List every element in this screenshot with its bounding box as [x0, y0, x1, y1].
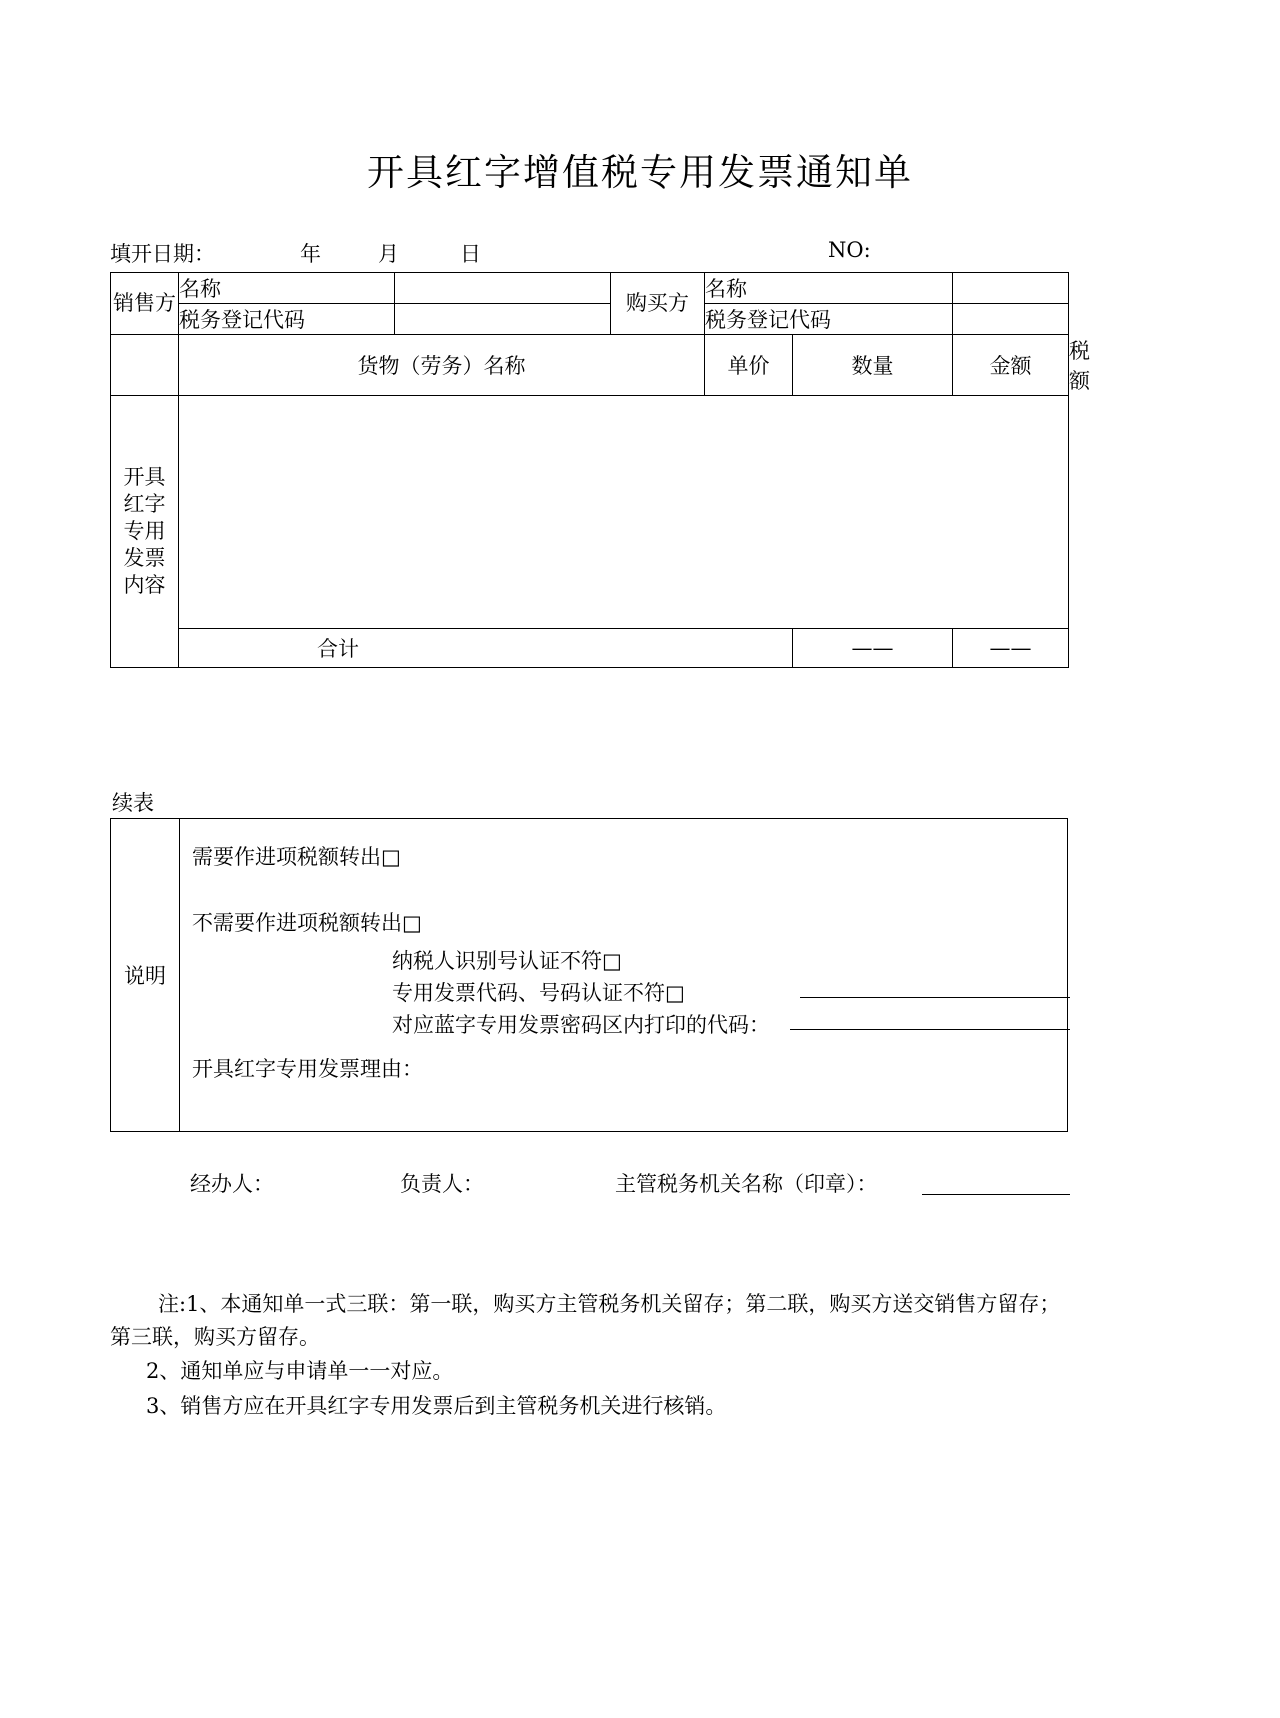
buyer-tax-code-value[interactable]	[953, 304, 1069, 335]
page-title: 开具红字增值税专用发票通知单	[367, 151, 913, 194]
table-row-party-name	[111, 273, 1069, 304]
total-label: 合计	[317, 637, 359, 661]
table-row-content	[111, 396, 1069, 629]
table-row-party-tax-code	[111, 304, 1069, 335]
invoice-items-area[interactable]	[179, 396, 1069, 629]
note-body	[180, 819, 1067, 1131]
seller-name-label: 名称	[179, 273, 395, 304]
note-label: 说明	[111, 819, 180, 1132]
seller-tax-code-label: 税务登记代码	[179, 304, 395, 335]
seller-label: 销售方	[111, 273, 179, 335]
buyer-name-label: 名称	[705, 273, 953, 304]
red-invoice-content-label-line-3: 专用	[123, 519, 166, 544]
buyer-name-value[interactable]	[953, 273, 1069, 304]
signature-line	[110, 1168, 1070, 1198]
note-body-cell	[180, 819, 1068, 1132]
table-row-column-headers: 货物（劳务）名称 单价 数量 金额 税额	[111, 335, 1069, 396]
checkbox-option-no-transfer-out[interactable]: 不需要作进项税额转出□	[192, 911, 422, 935]
column-header-goods-name: 货物（劳务）名称	[179, 335, 705, 396]
blue-invoice-code-rule-lower[interactable]	[790, 1029, 1070, 1030]
row-label-header-spacer	[111, 335, 179, 396]
supervisor-label: 负责人：	[400, 1172, 484, 1196]
blue-invoice-code-rule-upper[interactable]	[800, 997, 1070, 998]
red-invoice-reason-label: 开具红字专用发票理由：	[192, 1057, 423, 1081]
column-header-unit-price: 单价	[705, 335, 793, 396]
column-header-quantity: 数量	[793, 335, 953, 396]
total-tax-value: ——	[953, 629, 1069, 668]
buyer-label: 购买方	[611, 273, 705, 335]
column-header-amount: 金额	[953, 335, 1069, 396]
month-label: 月	[378, 242, 399, 266]
checkbox-option-transfer-out[interactable]: 需要作进项税额转出□	[192, 845, 401, 869]
seller-name-value[interactable]	[395, 273, 611, 304]
checkbox-option-invoice-code-mismatch[interactable]: 专用发票代码、号码认证不符□	[392, 981, 685, 1005]
checkbox-option-taxpayer-id-mismatch[interactable]: 纳税人识别号认证不符□	[392, 949, 622, 973]
serial-no-label: NO:	[828, 238, 871, 262]
footnote-3: 3、销售方应在开具红字专用发票后到主管税务机关进行核销。	[146, 1393, 727, 1418]
note-table	[110, 818, 1068, 1132]
tax-authority-label: 主管税务机关名称（印章）：	[615, 1172, 878, 1196]
day-label: 日	[460, 242, 481, 266]
buyer-tax-code-label: 税务登记代码	[705, 304, 953, 335]
total-label-cell	[179, 629, 793, 668]
red-invoice-content-label-line-2: 红字	[123, 492, 166, 517]
red-invoice-content-label-line-1: 开具	[123, 465, 166, 490]
invoice-main-table	[110, 272, 1090, 668]
fill-date-line	[110, 238, 1070, 266]
blue-invoice-code-label: 对应蓝字专用发票密码区内打印的代码：	[392, 1013, 770, 1037]
footnote-2: 2、通知单应与申请单一一对应。	[146, 1359, 454, 1384]
tax-authority-seal-rule[interactable]	[922, 1194, 1070, 1195]
table-row-note	[111, 819, 1068, 1132]
total-amount-value: ——	[793, 629, 953, 668]
continuation-caption: 续表	[112, 791, 154, 815]
table-row-total	[111, 629, 1069, 668]
footnote-1: 注:1、本通知单一式三联：第一联，购买方主管税务机关留存；第二联，购买方送交销售方留存；第三联，购买方留存。	[110, 1292, 1061, 1349]
year-label: 年	[300, 242, 321, 266]
red-invoice-content-label	[111, 396, 179, 668]
red-invoice-content-label-line-5: 内容	[123, 572, 166, 597]
handler-label: 经办人：	[190, 1172, 274, 1196]
fill-date-label: 填开日期：	[110, 242, 215, 266]
seller-tax-code-value[interactable]	[395, 304, 611, 335]
red-invoice-content-label-line-4: 发票	[123, 545, 166, 570]
footnotes	[110, 1288, 1070, 1422]
